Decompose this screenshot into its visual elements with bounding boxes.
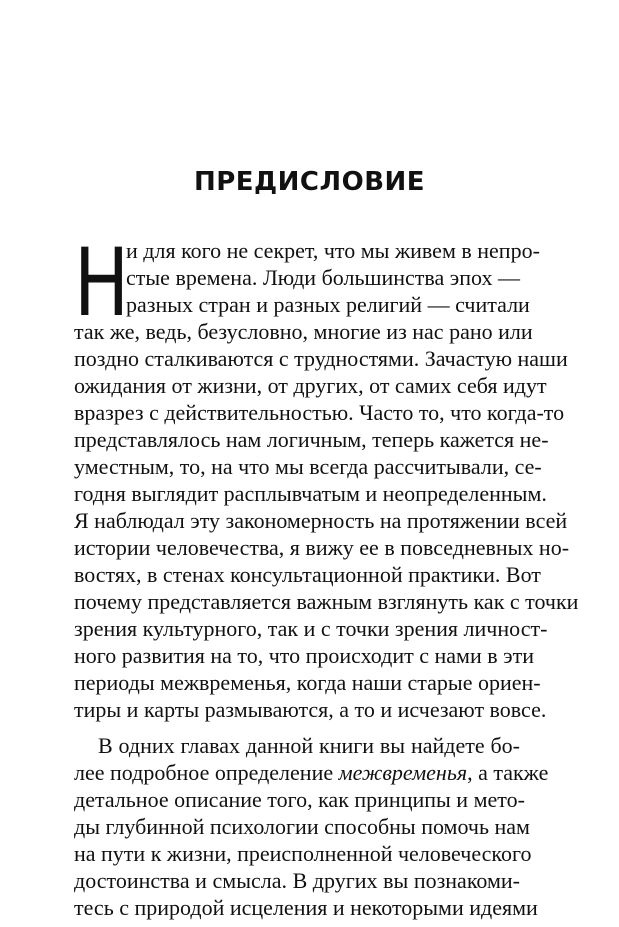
text-line: ды глубинной психологии способны помочь нам <box>74 814 530 839</box>
text-line: ожидания от жизни, от других, от самих себя идут <box>74 373 547 398</box>
text-line: стые времена. Люди большинства эпох — <box>126 265 520 290</box>
text-line: годня выглядит расплывчатым и неопределенным. <box>74 481 547 506</box>
text-line: истории человечества, я вижу ее в повседневных но- <box>74 535 570 560</box>
drop-cap: Н <box>74 229 130 338</box>
text-line <box>74 760 549 785</box>
text-line: так же, ведь, безусловно, многие из нас рано или <box>74 319 533 344</box>
text-line: уместным, то, на что мы всегда рассчитывали, се- <box>74 454 542 479</box>
text-line: разных стран и разных религий — считали <box>126 292 530 317</box>
text-line: представлялось нам логичным, теперь кажется не- <box>74 427 549 452</box>
text-line: тиры и карты размываются, а то и исчезают вовсе. <box>74 697 547 722</box>
text-run: , а также <box>467 760 549 785</box>
text-run: лее подробное определение <box>74 760 339 785</box>
text-line: периоды межвременья, когда наши старые ориен- <box>74 670 541 695</box>
text-line: детальное описание того, как принципы и мето- <box>74 787 525 812</box>
text-line: ного развития на то, что происходит с нами в эти <box>74 643 534 668</box>
text-line: и для кого не секрет, что мы живем в непро- <box>126 238 540 263</box>
text-line: Я наблюдал эту закономерность на протяжении всей <box>74 508 568 533</box>
text-line: тесь с природой исцеления и некоторыми идеями <box>74 895 538 920</box>
text-line: В одних главах данной книги вы найдете бо- <box>98 733 520 758</box>
text-line: зрения культурного, так и с точки зрения личност- <box>74 616 548 641</box>
text-line: на пути к жизни, преисполненной человеческого <box>74 841 532 866</box>
chapter-title: ПРЕДИСЛОВИЕ <box>193 167 426 197</box>
text-line: достоинства и смысла. В других вы познакоми- <box>74 868 520 893</box>
text-line: востях, в стенах консультационной практики. Вот <box>74 562 541 587</box>
emphasis-term: межвременья <box>338 760 468 785</box>
text-line: вразрез с действительностью. Часто то, что когда-то <box>74 400 565 425</box>
text-line: почему представляется важным взглянуть как с точки <box>74 589 579 614</box>
text-line: поздно сталкиваются с трудностями. Зачастую наши <box>74 346 568 371</box>
